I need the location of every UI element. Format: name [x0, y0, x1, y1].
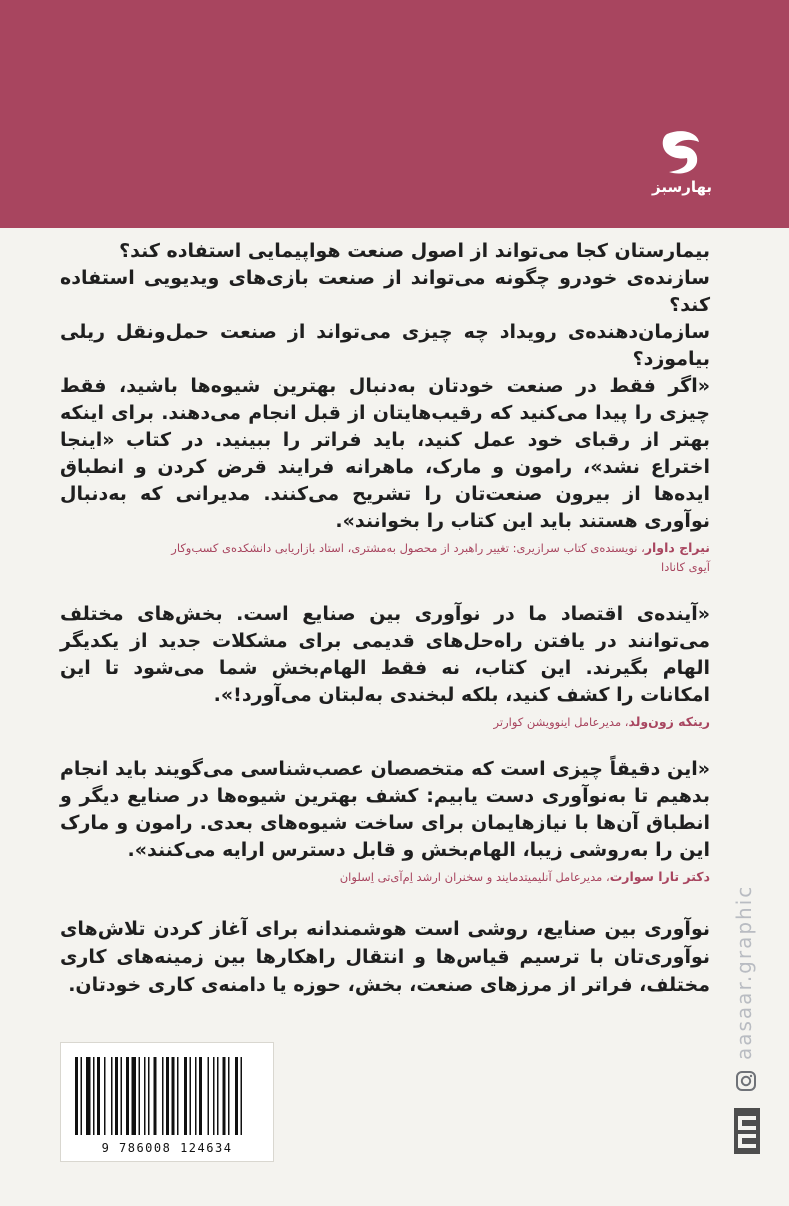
quote-author: نیراج داوار: [644, 540, 710, 555]
publisher-logo: [647, 128, 717, 210]
quote-author-role: ، مدیرعامل آنلیمیتدمایند و سخنران ارشد اِم‌آی‌تی اِسلوان: [339, 870, 610, 884]
quote-block: [60, 601, 710, 732]
closing-paragraph: نوآوری بین صنایع، روشی است هوشمندانه برای آغاز کردن تلاش‌های نوآوری‌تان با ترسیم قیاس‌ها و انتقال راهکارها بین زمینه‌های کاری مختلف، فراتر از مرزهای صنعت، بخش، حوزه یا دامنه‌ی کاری خودتان.: [60, 918, 710, 996]
quote-author-role: ، نویسنده‌ی کتاب سرازیری: تغییر راهبرد از محصول به‌مشتری، استاد بازاریابی دانشکده‌ی کسب‌وکار: [171, 541, 645, 555]
publisher-logo-text: بهارسبز: [651, 178, 712, 196]
quote-author-role: ، مدیرعامل اینوویشن کوارتر: [493, 715, 629, 729]
isbn-barcode: [60, 1042, 274, 1162]
quote-attribution: [60, 712, 710, 732]
question-line: بیمارستان کجا می‌تواند از اصول صنعت هواپیمایی استفاده کند؟: [119, 240, 710, 262]
question-line: سازنده‌ی خودرو چگونه می‌تواند از صنعت بازی‌های ویدیویی استفاده کند؟: [60, 267, 710, 316]
bahar-sabz-leaf-icon: [659, 128, 705, 178]
watermark-text: aasaar.graphic: [732, 884, 756, 1060]
quote-attribution: [60, 538, 710, 577]
quote-author-role-cont: آیوی کانادا: [661, 560, 710, 574]
publisher-emblem-icon: [732, 1106, 762, 1156]
barcode-bars: [75, 1057, 259, 1135]
quote-text: «آینده‌ی اقتصاد ما در نوآوری بین صنایع است. بخش‌های مختلف می‌توانند در یافتن راه‌حل‌های قدیمی برای مشکلات جدید از یکدیگر الهام بگیرند. این کتاب، نه فقط الهام‌بخش شما می‌شود تا این امکانات را کشف کنید، بلکه لبخندی به‌لبتان می‌آورد!».: [60, 603, 710, 706]
quote-text: «اگر فقط در صنعت خودتان به‌دنبال بهترین شیوه‌ها باشید، فقط چیزی را پیدا می‌کنید که رقیب‌هایتان از قبل انجام می‌دهند. برای اینکه بهتر از رقبای خود عمل کنید، باید فراتر را ببینید. در کتاب «اینجا اختراع نشد»، رامون و مارک، ماهرانه فرایند قرض کردن و انطباق ایده‌ها از بیرون صنعت‌تان را تشریح می‌کنند. مدیرانی که به‌دنبال نوآوری هستند باید این کتاب را بخوانند».: [60, 375, 710, 532]
quote-block: [60, 373, 710, 577]
back-cover-text: [60, 238, 710, 999]
quote-text: «این دقیقاً چیزی است که متخصصان عصب‌شناسی می‌گویند باید انجام بدهیم تا به‌نوآوری دست یابیم: کشف بهترین شیوه‌ها در صنایع دیگر و انطباق آن‌ها با نیازهایمان برای ساخت شیوه‌های بعدی. رامون و مارک این را به‌روشی زیبا، الهام‌بخش و قابل دسترس ارایه می‌کنند».: [60, 758, 710, 861]
quote-attribution: [60, 867, 710, 887]
quote-author: دکتر تارا سوارت: [609, 869, 710, 884]
instagram-icon: [735, 1070, 757, 1092]
question-line: سازمان‌دهنده‌ی رویداد چه چیزی می‌تواند از صنعت حمل‌ونقل ریلی بیاموزد؟: [60, 321, 710, 370]
quote-block: [60, 756, 710, 887]
isbn-number: 9 786008 124634: [101, 1141, 233, 1155]
quote-author: رینکه زون‌ولد: [628, 714, 710, 729]
